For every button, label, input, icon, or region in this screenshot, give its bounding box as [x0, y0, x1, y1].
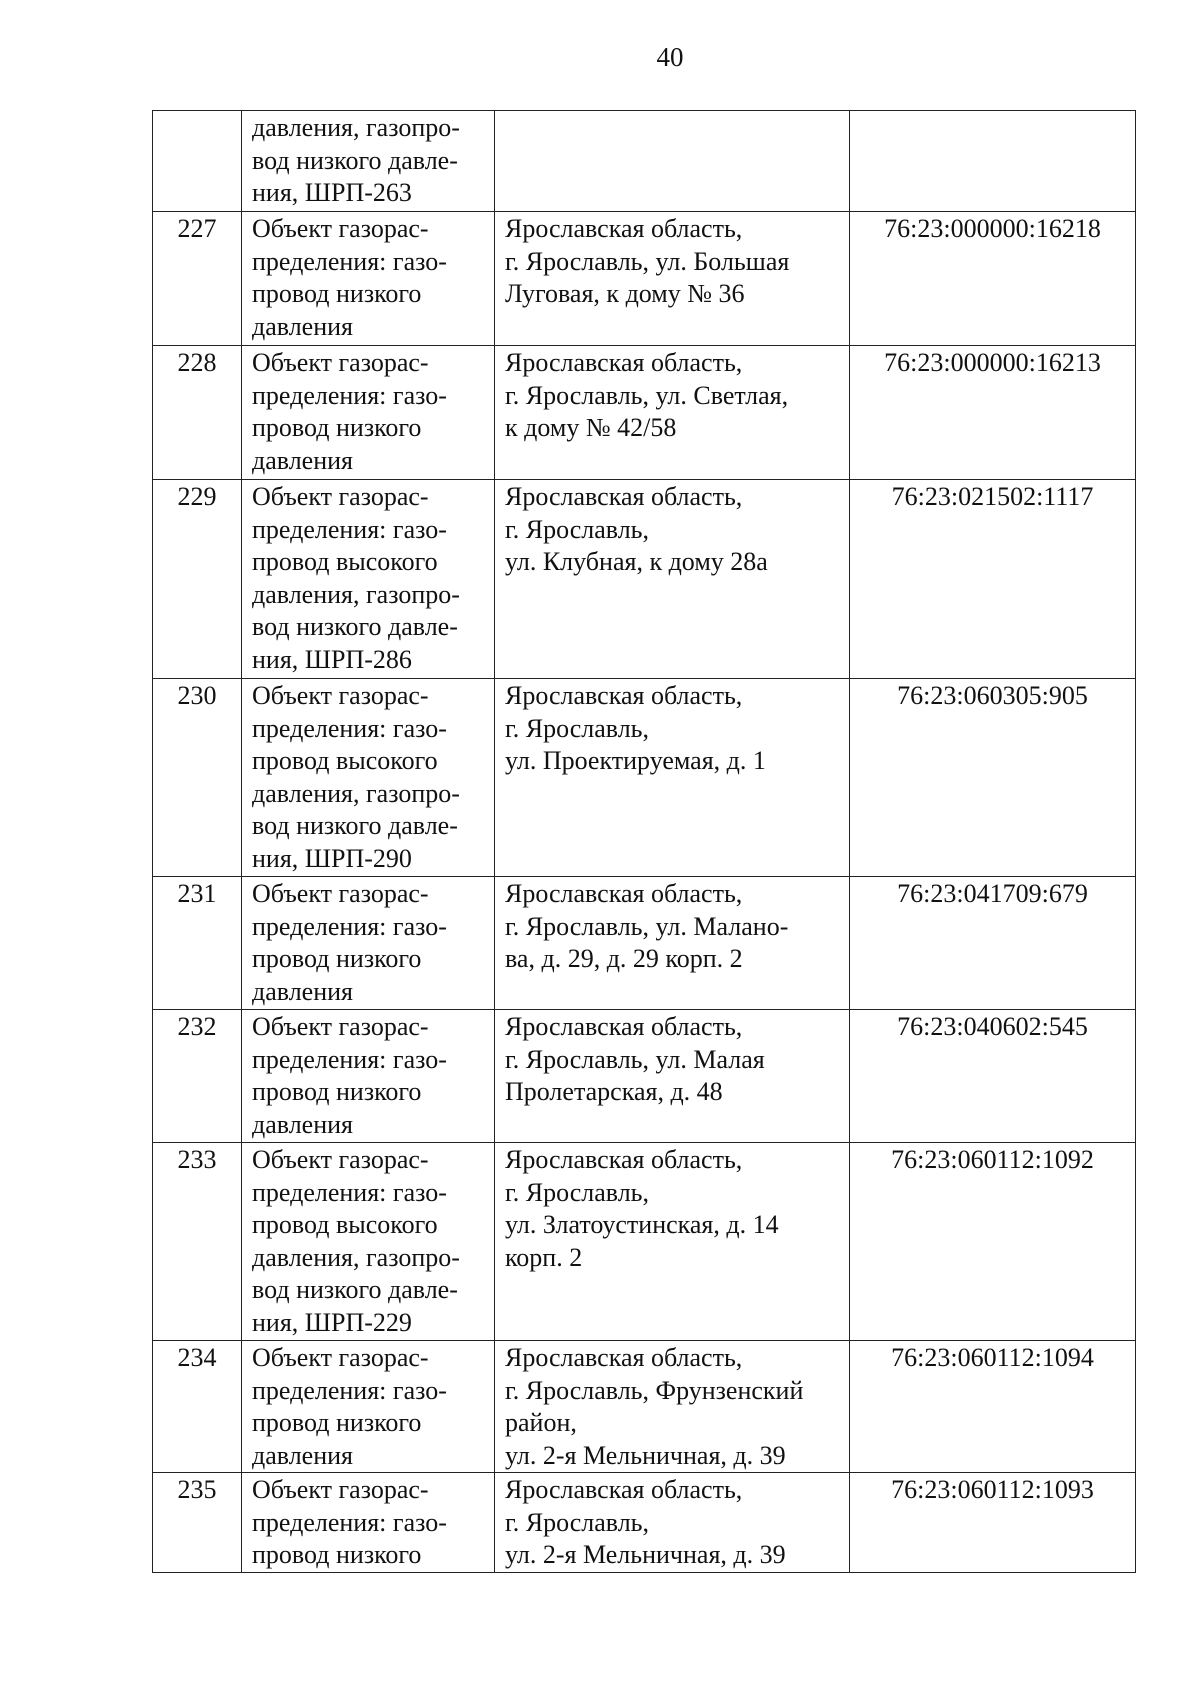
object-address: Ярославская область, г. Ярославль, ул. Большая Луговая, к дому № 36 — [495, 212, 850, 346]
object-address: Ярославская область, г. Ярославль, ул. Малая Пролетарская, д. 48 — [495, 1010, 850, 1143]
cadastral-number: 76:23:000000:16213 — [850, 346, 1136, 480]
cadastral-number: 76:23:060112:1093 — [850, 1473, 1136, 1573]
table-row — [153, 1143, 1136, 1341]
cadastral-number: 76:23:060112:1092 — [850, 1143, 1136, 1341]
object-address: Ярославская область, г. Ярославль, ул. Клубная, к дому 28а — [495, 480, 850, 679]
cadastral-number: 76:23:000000:16218 — [850, 212, 1136, 346]
row-number — [153, 111, 242, 212]
object-name: Объект газорас- пределения: газо- провод низкого давления — [242, 212, 495, 346]
object-name: Объект газорас- пределения: газо- провод высокого давления, газопро- вод низкого давле- ния, ШРП-229 — [242, 1143, 495, 1341]
object-address: Ярославская область, г. Ярославль, ул. 2-я Мельничная, д. 39 — [495, 1473, 850, 1573]
object-name: Объект газорас- пределения: газо- провод низкого — [242, 1473, 495, 1573]
row-number: 235 — [153, 1473, 242, 1573]
object-name: Объект газорас- пределения: газо- провод низкого давления — [242, 1010, 495, 1143]
cadastral-number: 76:23:040602:545 — [850, 1010, 1136, 1143]
registry-table — [152, 110, 1136, 1573]
cadastral-number: 76:23:060112:1094 — [850, 1341, 1136, 1473]
cadastral-number: 76:23:060305:905 — [850, 679, 1136, 877]
object-name: Объект газорас- пределения: газо- провод низкого давления — [242, 877, 495, 1010]
object-name: Объект газорас- пределения: газо- провод низкого давления — [242, 1341, 495, 1473]
row-number: 234 — [153, 1341, 242, 1473]
object-address — [495, 111, 850, 212]
table-row — [153, 679, 1136, 877]
table-row — [153, 877, 1136, 1010]
table-row — [153, 212, 1136, 346]
row-number: 228 — [153, 346, 242, 480]
object-address: Ярославская область, г. Ярославль, ул. Проектируемая, д. 1 — [495, 679, 850, 877]
row-number: 230 — [153, 679, 242, 877]
object-name: Объект газорас- пределения: газо- провод низкого давления — [242, 346, 495, 480]
object-address: Ярославская область, г. Ярославль, ул. Златоустинская, д. 14 корп. 2 — [495, 1143, 850, 1341]
table-row — [153, 1341, 1136, 1473]
object-address: Ярославская область, г. Ярославль, ул. Светлая, к дому № 42/58 — [495, 346, 850, 480]
cadastral-number: 76:23:041709:679 — [850, 877, 1136, 1010]
table-row — [153, 111, 1136, 212]
object-name: Объект газорас- пределения: газо- провод высокого давления, газопро- вод низкого давле- ния, ШРП-286 — [242, 480, 495, 679]
table-row — [153, 480, 1136, 679]
row-number: 229 — [153, 480, 242, 679]
table-row — [153, 346, 1136, 480]
row-number: 231 — [153, 877, 242, 1010]
cadastral-number — [850, 111, 1136, 212]
table-row — [153, 1010, 1136, 1143]
object-address: Ярославская область, г. Ярославль, ул. Малано- ва, д. 29, д. 29 корп. 2 — [495, 877, 850, 1010]
object-name: Объект газорас- пределения: газо- провод высокого давления, газопро- вод низкого давле- ния, ШРП-290 — [242, 679, 495, 877]
object-address: Ярославская область, г. Ярославль, Фрунзенский район, ул. 2-я Мельничная, д. 39 — [495, 1341, 850, 1473]
table-row — [153, 1473, 1136, 1573]
object-name: давления, газопро- вод низкого давле- ния, ШРП-263 — [242, 111, 495, 212]
row-number: 233 — [153, 1143, 242, 1341]
row-number: 227 — [153, 212, 242, 346]
row-number: 232 — [153, 1010, 242, 1143]
page-number: 40 — [656, 42, 684, 72]
cadastral-number: 76:23:021502:1117 — [850, 480, 1136, 679]
